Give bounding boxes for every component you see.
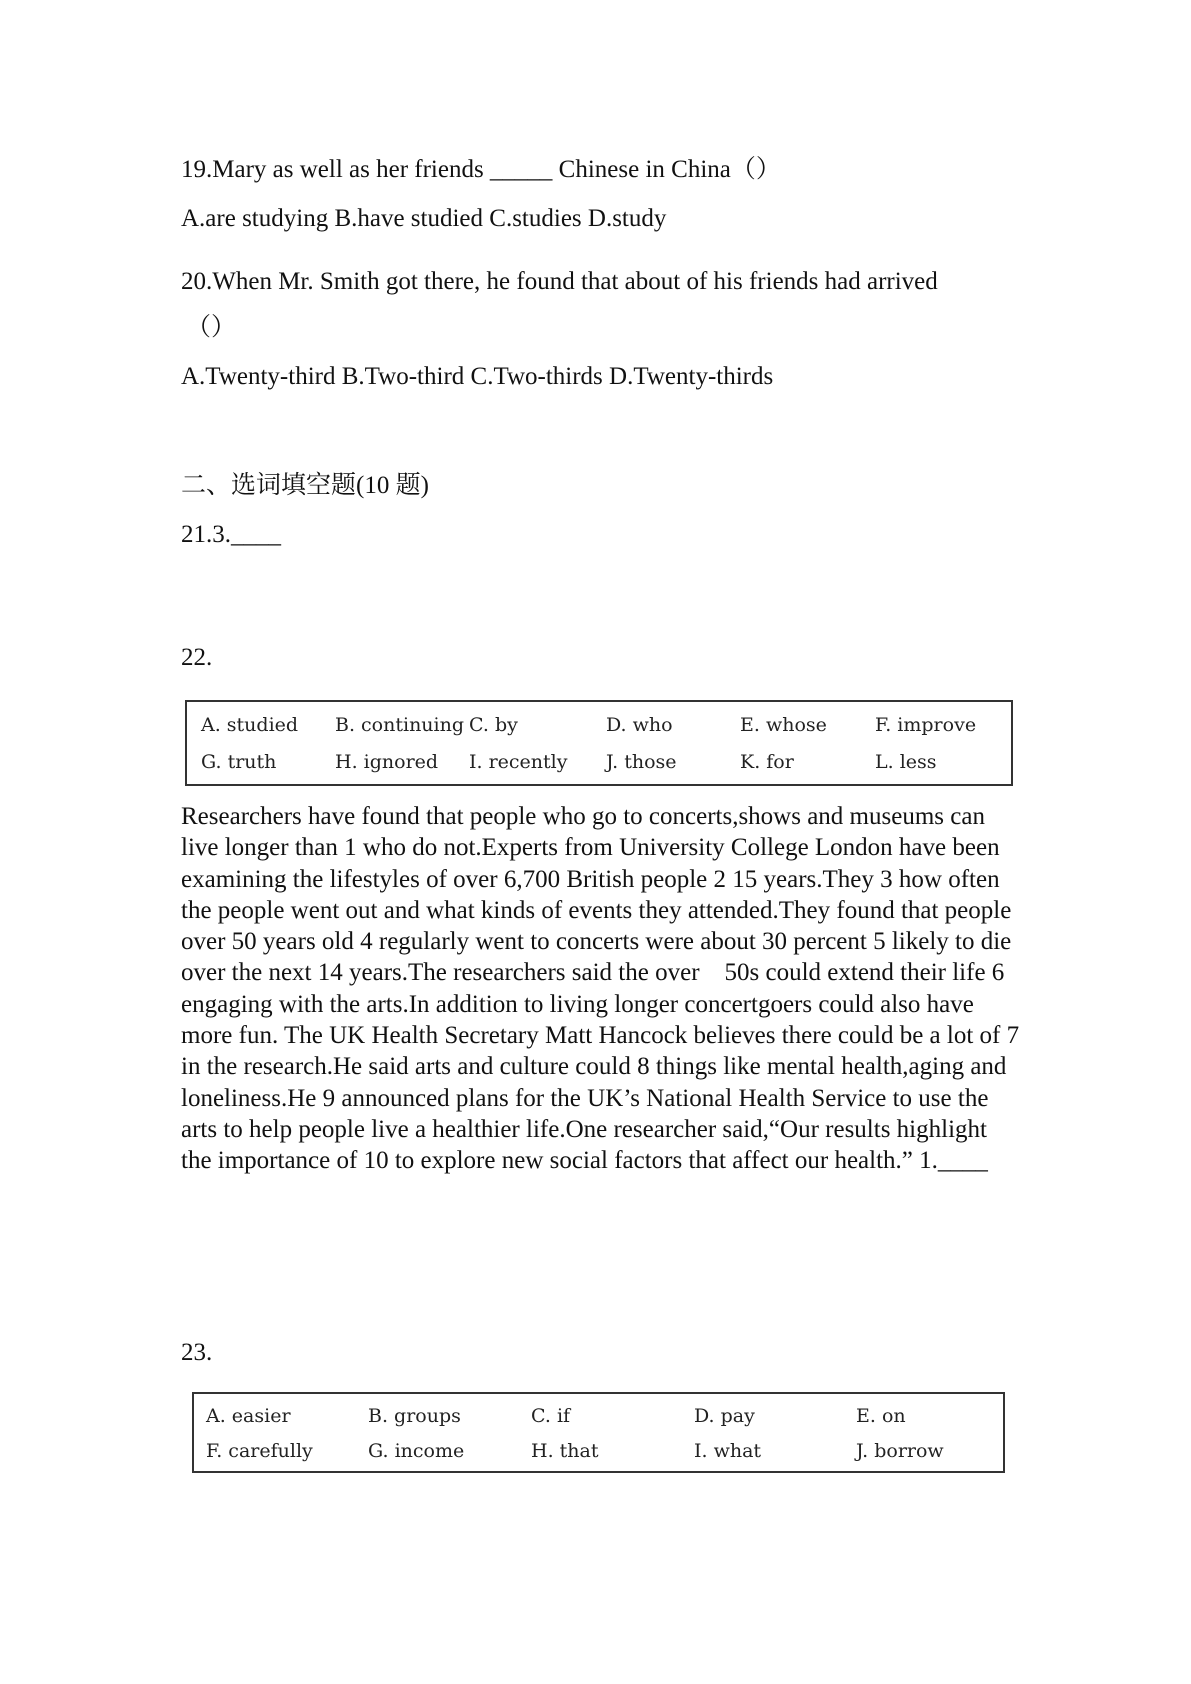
q23-word: A. easier bbox=[206, 1405, 291, 1427]
q20-question: 20.When Mr. Smith got there, he found that about of his friends had arrived bbox=[181, 268, 938, 295]
q22-word: I. recently bbox=[469, 751, 568, 773]
section-heading: 二、选词填空题(10 题) bbox=[181, 472, 429, 499]
q22-word: D. who bbox=[606, 714, 673, 736]
q22-passage: Researchers have found that people who go to concerts,shows and museums can live longer than 1 who do not.Experts from University College London have been examining the lifestyles of over 6,700 British people 2 15 years.They 3 how often the people went out and what kinds of events they attended.They found that people over 50 years old 4 regularly went to concerts were about 30 percent 5 likely to die over the next 14 years.The researchers said the over 50s could extend their life 6 engaging with the arts.In addition to living longer concertgoers could also have more fun. The UK Health Secretary Matt Hancock believes there could be a lot of 7 in the research.He said arts and culture could 8 things like mental health,aging and loneliness.He 9 announced plans for the UK’s National Health Service to use the arts to help people live a healthier life.One researcher said,“Our results highlight the importance of 10 to explore new social factors that affect our health.” 1.____ bbox=[181, 803, 1020, 1175]
q19-question: 19.Mary as well as her friends _____ Chinese in China（） bbox=[181, 156, 781, 183]
q22-word: F. improve bbox=[875, 714, 977, 736]
q22-word: C. by bbox=[469, 714, 518, 736]
q23-word-box bbox=[192, 1392, 1005, 1473]
q22-word: A. studied bbox=[201, 714, 299, 736]
q22-word: J. those bbox=[606, 751, 677, 773]
q22-word-box bbox=[185, 700, 1013, 786]
q23-word: E. on bbox=[856, 1405, 906, 1427]
q22-word: B. continuing bbox=[335, 714, 465, 736]
q23-word: J. borrow bbox=[856, 1440, 944, 1462]
q22-word: L. less bbox=[875, 751, 937, 773]
q22-word: H. ignored bbox=[335, 751, 439, 773]
q23-word: I. what bbox=[694, 1440, 762, 1462]
q22-number: 22. bbox=[181, 644, 213, 671]
q23-word: F. carefully bbox=[206, 1440, 313, 1462]
q22-word: K. for bbox=[740, 751, 794, 773]
q23-word: G. income bbox=[368, 1440, 465, 1462]
q22-word: G. truth bbox=[201, 751, 277, 773]
q23-number: 23. bbox=[181, 1339, 213, 1366]
q20-paren: （） bbox=[186, 314, 237, 341]
q20-options: A.Twenty-third B.Two-third C.Two-thirds D.Twenty-thirds bbox=[181, 363, 774, 390]
q19-options: A.are studying B.have studied C.studies D.study bbox=[181, 205, 667, 232]
q23-word: H. that bbox=[531, 1440, 599, 1462]
q23-word: D. pay bbox=[694, 1405, 755, 1427]
q23-word: B. groups bbox=[368, 1405, 461, 1427]
q23-word: C. if bbox=[531, 1405, 571, 1427]
q22-word: E. whose bbox=[740, 714, 827, 736]
q21-line: 21.3.____ bbox=[181, 521, 281, 548]
